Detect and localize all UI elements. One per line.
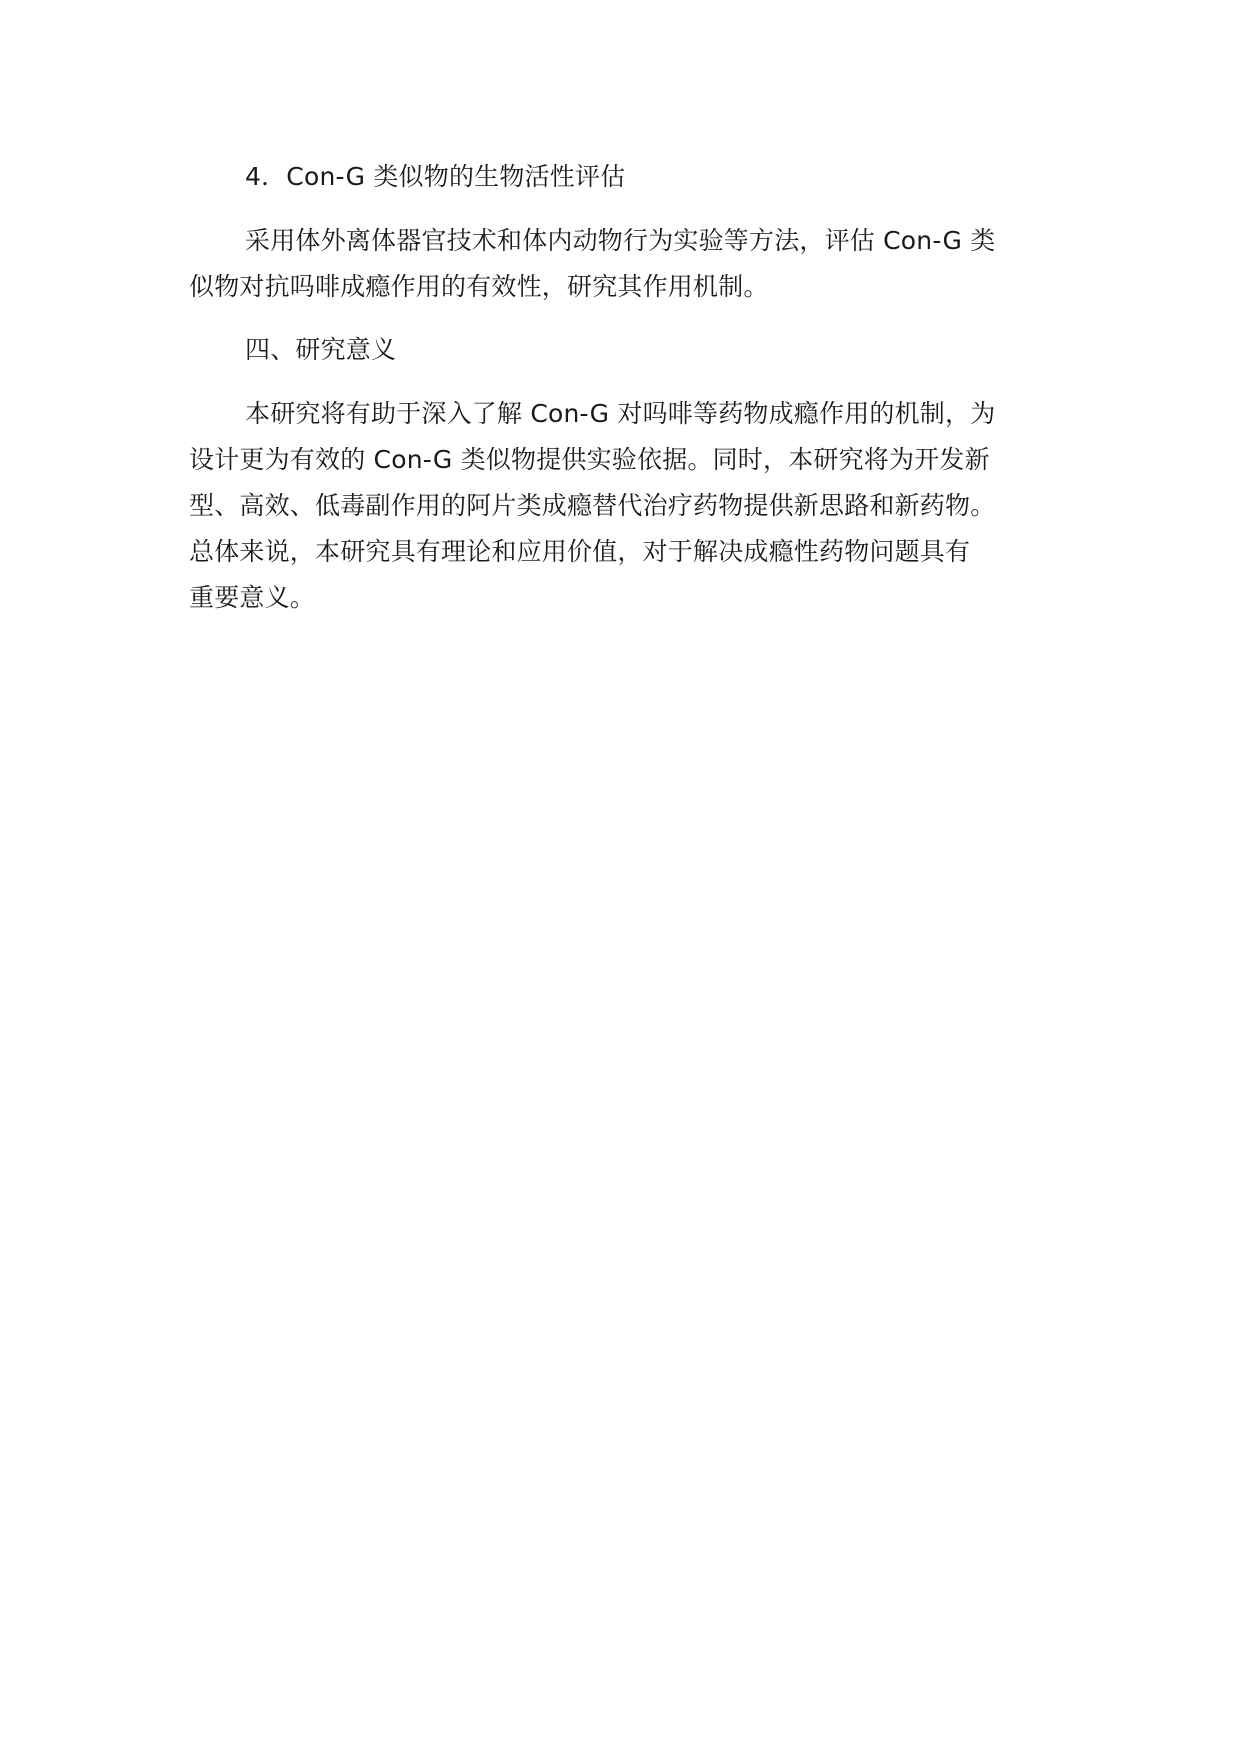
paragraph-line: 采用体外离体器官技术和体内动物行为实验等方法，评估 Con-G 类	[245, 226, 996, 255]
paragraph-line: 设计更为有效的 Con-G 类似物提供实验依据。同时，本研究将为开发新	[189, 445, 990, 474]
paragraph-bioactivity	[189, 218, 1069, 310]
paragraph-line: 似物对抗吗啡成瘾作用的有效性，研究其作用机制。	[189, 272, 769, 301]
section-heading-significance: 四、研究意义	[245, 335, 397, 364]
paragraph-line: 型、高效、低毒副作用的阿片类成瘾替代治疗药物提供新思路和新药物。	[189, 491, 996, 520]
section-heading-bioactivity: 4．Con-G 类似物的生物活性评估	[245, 162, 626, 191]
paragraph-significance	[189, 391, 1069, 621]
document-body	[189, 154, 1069, 621]
paragraph-line: 重要意义。	[189, 583, 316, 612]
paragraph-line: 本研究将有助于深入了解 Con-G 对吗啡等药物成瘾作用的机制，为	[245, 399, 996, 428]
paragraph-line: 总体来说，本研究具有理论和应用价值，对于解决成瘾性药物问题具有	[189, 537, 971, 566]
